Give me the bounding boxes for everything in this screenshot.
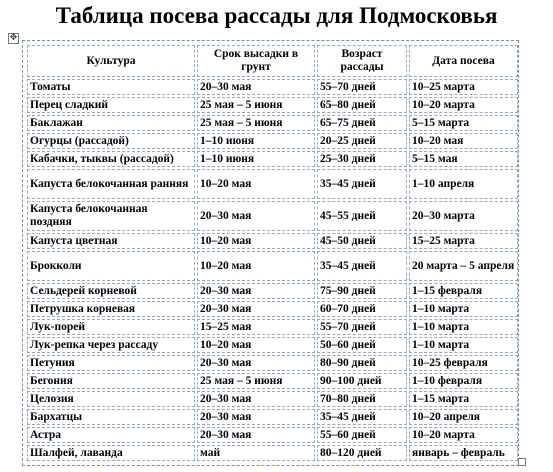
cell-seedling-age[interactable]: 75–90 дней <box>317 283 407 299</box>
table-row <box>27 319 518 335</box>
cell-planting-date[interactable]: 10–20 мая <box>197 337 315 353</box>
cell-planting-date[interactable]: 20–30 мая <box>197 355 315 371</box>
table-move-handle-icon[interactable]: ✥ <box>9 33 18 43</box>
cell-seedling-age[interactable]: 45–55 дней <box>317 201 407 231</box>
cell-culture[interactable]: Лук-репка через рассаду <box>27 337 195 353</box>
cell-sowing-date[interactable]: 1–10 марта <box>409 301 518 317</box>
cell-planting-date[interactable]: 25 мая – 5 июня <box>197 115 315 131</box>
cell-culture[interactable]: Бархатцы <box>27 409 195 425</box>
cell-culture[interactable]: Бегония <box>27 373 195 389</box>
table-row <box>27 283 518 299</box>
cell-seedling-age[interactable]: 65–75 дней <box>317 115 407 131</box>
cell-seedling-age[interactable]: 90–100 дней <box>317 373 407 389</box>
table-row <box>27 115 518 131</box>
cell-planting-date[interactable]: 20–30 мая <box>197 409 315 425</box>
table-body <box>27 79 518 461</box>
cell-seedling-age[interactable]: 55–70 дней <box>317 319 407 335</box>
cell-planting-date[interactable]: 20–30 мая <box>197 283 315 299</box>
cell-culture[interactable]: Баклажан <box>27 115 195 131</box>
cell-seedling-age[interactable]: 60–70 дней <box>317 301 407 317</box>
cell-culture[interactable]: Петрушка корневая <box>27 301 195 317</box>
cell-sowing-date[interactable]: 1–15 марта <box>409 391 518 407</box>
table-row <box>27 409 518 425</box>
header-planting-date[interactable]: Срок высадки в грунт <box>197 45 315 77</box>
cell-seedling-age[interactable]: 55–70 дней <box>317 79 407 95</box>
header-culture[interactable]: Культура <box>27 45 195 77</box>
table-container <box>22 40 519 466</box>
cell-sowing-date[interactable]: 1–10 апреля <box>409 169 518 199</box>
table-row <box>27 427 518 443</box>
cell-planting-date[interactable]: 10–20 мая <box>197 233 315 249</box>
cell-culture[interactable]: Капуста цветная <box>27 233 195 249</box>
cell-planting-date[interactable]: май <box>197 445 315 461</box>
page-title: Таблица посева рассады для Подмосковья <box>55 3 498 28</box>
cell-culture[interactable]: Сельдерей корневой <box>27 283 195 299</box>
cell-seedling-age[interactable]: 50–60 дней <box>317 337 407 353</box>
cell-sowing-date[interactable]: 10–20 марта <box>409 97 518 113</box>
cell-seedling-age[interactable]: 35–45 дней <box>317 169 407 199</box>
cell-sowing-date[interactable]: январь – февраль <box>409 445 518 461</box>
cell-seedling-age[interactable]: 65–80 дней <box>317 97 407 113</box>
cell-sowing-date[interactable]: 15–25 марта <box>409 233 518 249</box>
cell-culture[interactable]: Капуста белокочанная поздняя <box>27 201 195 231</box>
cell-seedling-age[interactable]: 45–50 дней <box>317 233 407 249</box>
cell-planting-date[interactable]: 20–30 мая <box>197 427 315 443</box>
cell-seedling-age[interactable]: 80–90 дней <box>317 355 407 371</box>
table-row <box>27 133 518 149</box>
table-row <box>27 79 518 95</box>
cell-culture[interactable]: Кабачки, тыквы (рассадой) <box>27 151 195 167</box>
cell-culture[interactable]: Лук-порей <box>27 319 195 335</box>
cell-seedling-age[interactable]: 35–45 дней <box>317 409 407 425</box>
cell-sowing-date[interactable]: 1–10 февраля <box>409 373 518 389</box>
cell-seedling-age[interactable]: 55–60 дней <box>317 427 407 443</box>
cell-culture[interactable]: Брокколи <box>27 251 195 281</box>
table-row <box>27 301 518 317</box>
cell-culture[interactable]: Томаты <box>27 79 195 95</box>
cell-planting-date[interactable]: 20–30 мая <box>197 391 315 407</box>
cell-planting-date[interactable]: 15–25 мая <box>197 319 315 335</box>
cell-planting-date[interactable]: 20–30 мая <box>197 79 315 95</box>
cell-sowing-date[interactable]: 1–10 марта <box>409 319 518 335</box>
table-row <box>27 251 518 281</box>
cell-sowing-date[interactable]: 20 марта – 5 апреля <box>409 251 518 281</box>
cell-culture[interactable]: Астра <box>27 427 195 443</box>
cell-planting-date[interactable]: 1–10 июня <box>197 151 315 167</box>
table-row <box>27 97 518 113</box>
table-row <box>27 391 518 407</box>
cell-planting-date[interactable]: 1–10 июня <box>197 133 315 149</box>
cell-culture[interactable]: Петуния <box>27 355 195 371</box>
cell-sowing-date[interactable]: 10–20 апреля <box>409 409 518 425</box>
cell-culture[interactable]: Огурцы (рассадой) <box>27 133 195 149</box>
cell-seedling-age[interactable]: 25–30 дней <box>317 151 407 167</box>
table-row <box>27 373 518 389</box>
table-row <box>27 337 518 353</box>
table-row <box>27 201 518 231</box>
table-row <box>27 169 518 199</box>
cell-planting-date[interactable]: 25 мая – 5 июня <box>197 373 315 389</box>
cell-culture[interactable]: Целозия <box>27 391 195 407</box>
table-row <box>27 233 518 249</box>
cell-sowing-date[interactable]: 20–30 марта <box>409 201 518 231</box>
cell-sowing-date[interactable]: 5–15 марта <box>409 115 518 131</box>
cell-culture[interactable]: Капуста белокочанная ранняя <box>27 169 195 199</box>
cell-seedling-age[interactable]: 20–25 дней <box>317 133 407 149</box>
cell-culture[interactable]: Перец сладкий <box>27 97 195 113</box>
cell-planting-date[interactable]: 25 мая – 5 июня <box>197 97 315 113</box>
table-resize-handle[interactable] <box>518 458 526 466</box>
cell-planting-date[interactable]: 20–30 мая <box>197 201 315 231</box>
header-seedling-age[interactable]: Возраст рассады <box>317 45 407 77</box>
cell-sowing-date[interactable]: 5–15 мая <box>409 151 518 167</box>
cell-seedling-age[interactable]: 35–45 дней <box>317 251 407 281</box>
cell-sowing-date[interactable]: 10–20 марта <box>409 427 518 443</box>
cell-planting-date[interactable]: 10–20 мая <box>197 251 315 281</box>
cell-planting-date[interactable]: 20–30 мая <box>197 301 315 317</box>
cell-seedling-age[interactable]: 80–120 дней <box>317 445 407 461</box>
cell-sowing-date[interactable]: 10–20 мая <box>409 133 518 149</box>
table-row <box>27 445 518 461</box>
cell-sowing-date[interactable]: 10–25 марта <box>409 79 518 95</box>
table-row <box>27 355 518 371</box>
table-header-row <box>27 45 518 77</box>
cell-sowing-date[interactable]: 1–15 февраля <box>409 283 518 299</box>
cell-culture[interactable]: Шалфей, лаванда <box>27 445 195 461</box>
cell-sowing-date[interactable]: 10–25 февраля <box>409 355 518 371</box>
cell-planting-date[interactable]: 10–20 мая <box>197 169 315 199</box>
table-row <box>27 151 518 167</box>
header-sowing-date[interactable]: Дата посева <box>409 45 518 77</box>
cell-seedling-age[interactable]: 70–80 дней <box>317 391 407 407</box>
cell-sowing-date[interactable]: 1–10 марта <box>409 337 518 353</box>
seedling-table <box>25 43 520 463</box>
